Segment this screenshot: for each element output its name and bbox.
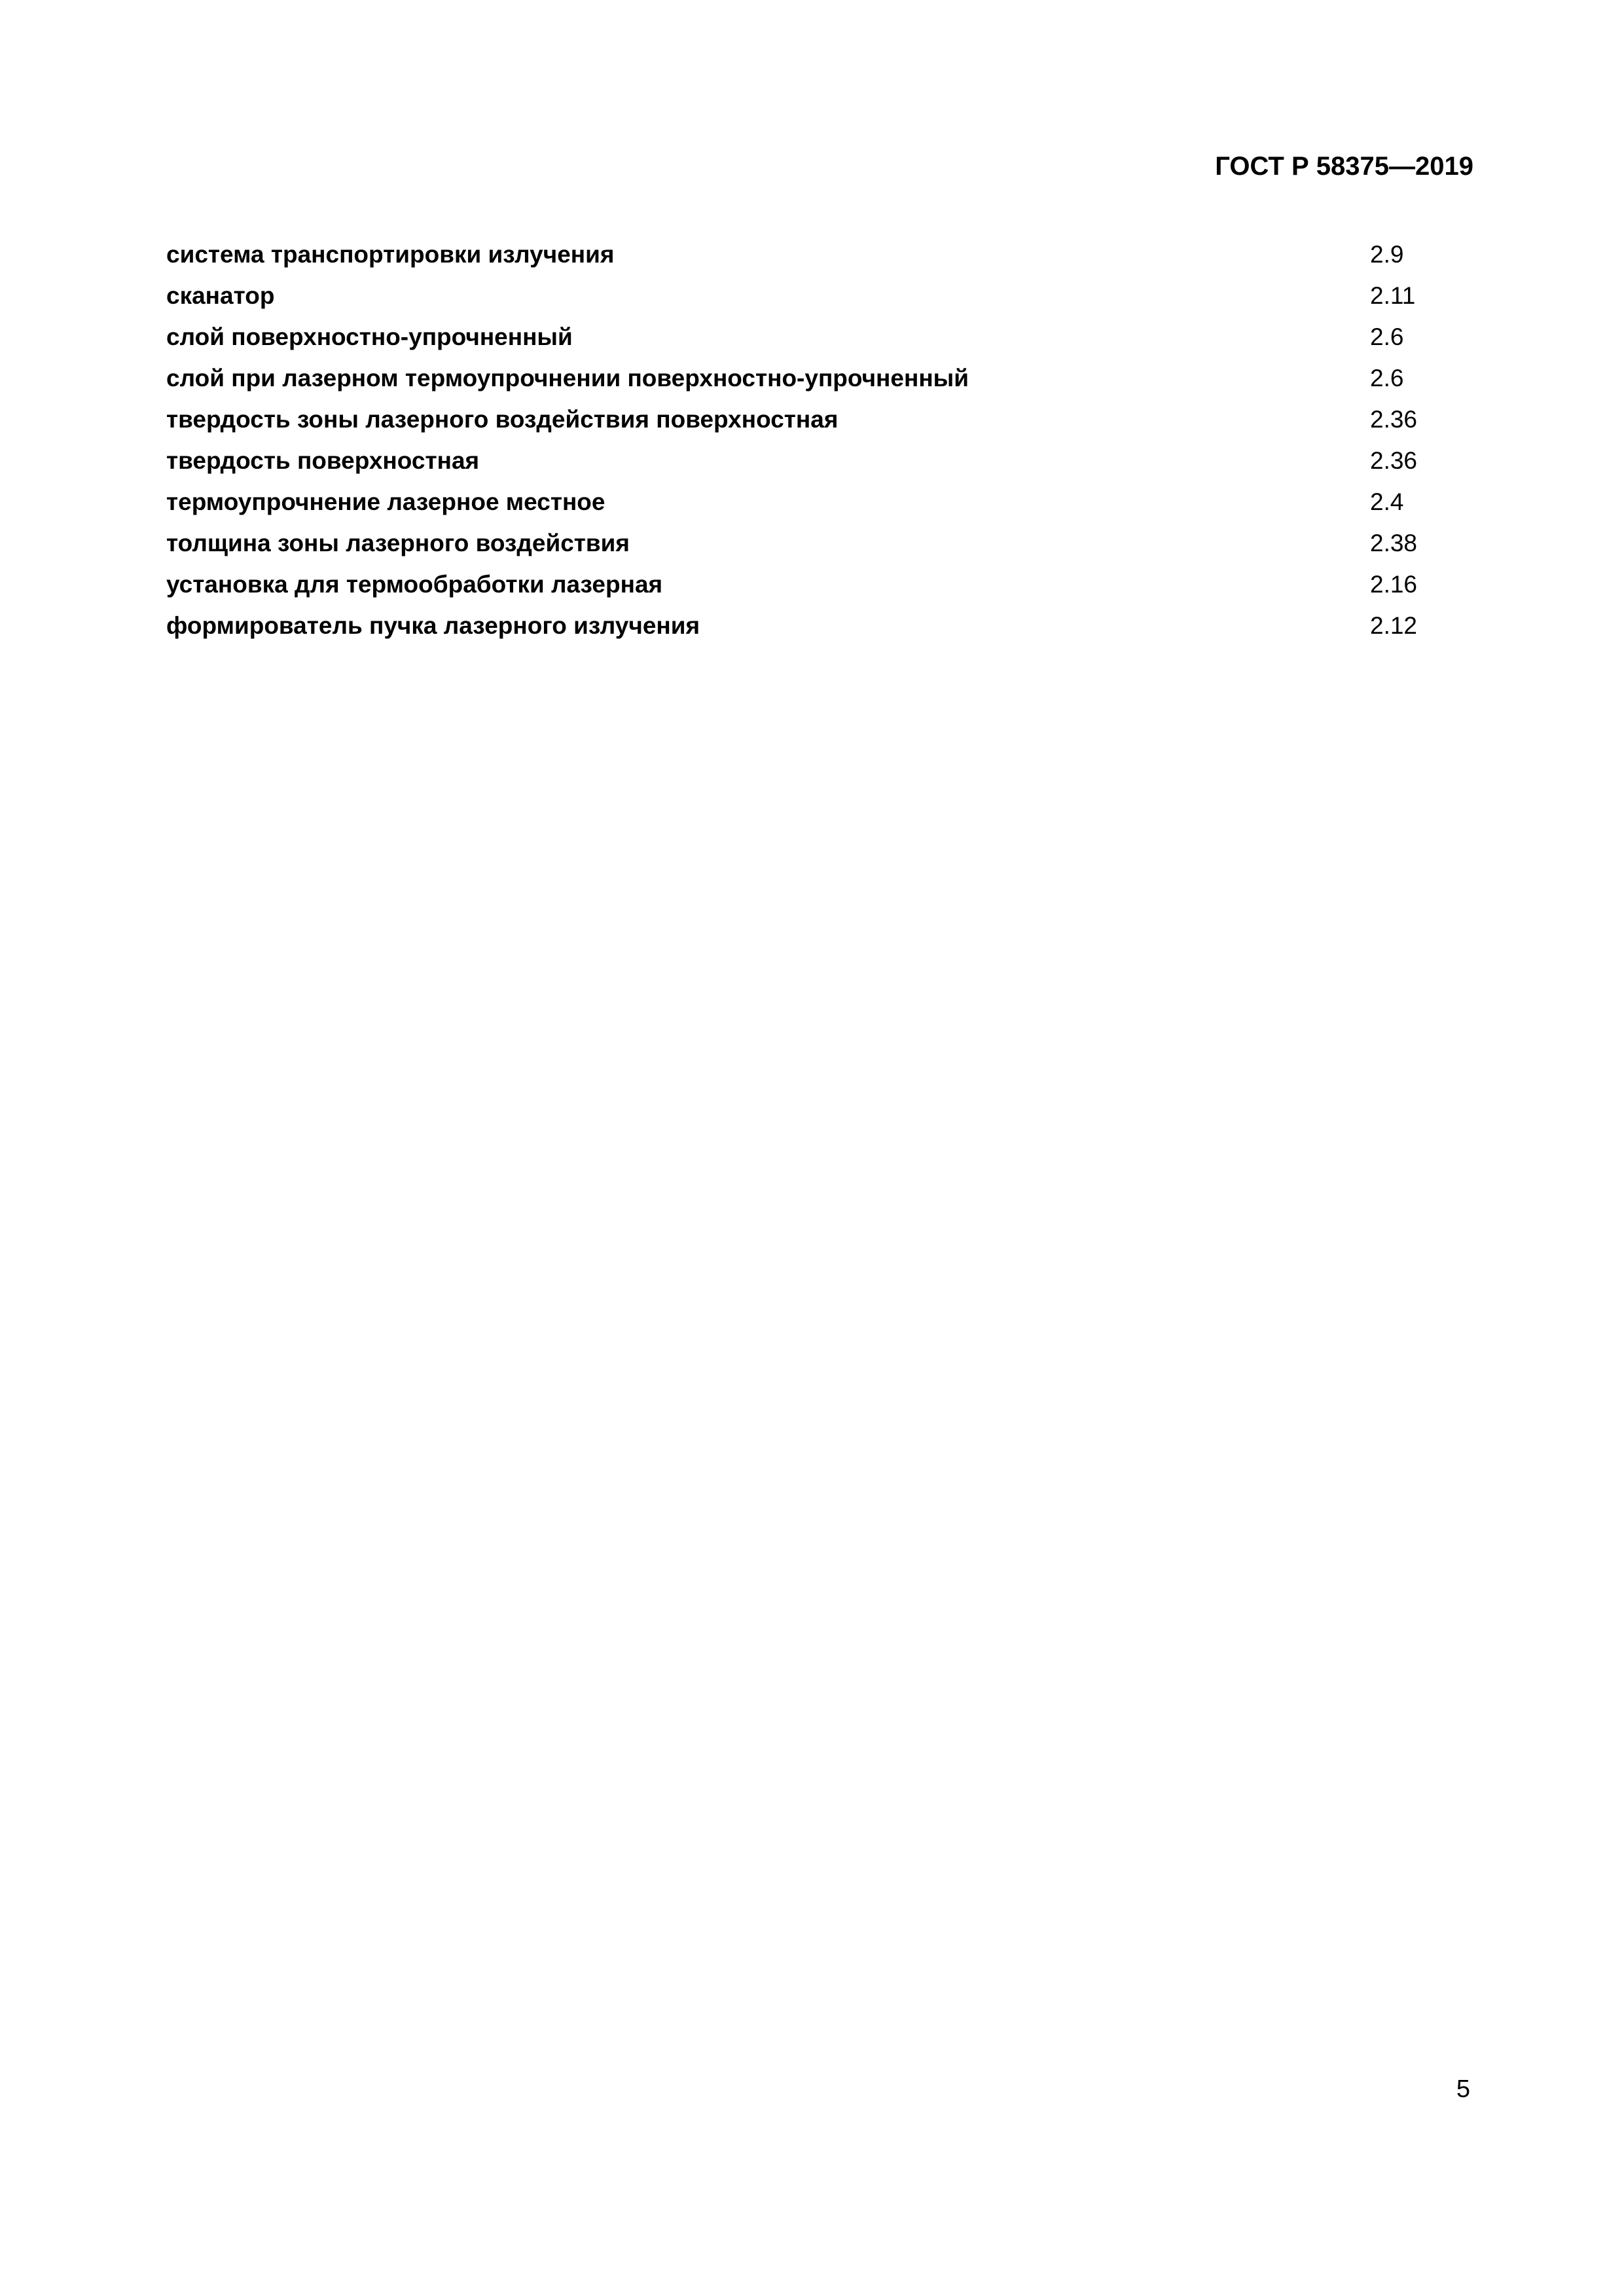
term-name: толщина зоны лазерного воздействия — [166, 530, 630, 556]
list-item — [166, 481, 1475, 522]
term-name: слой поверхностно-упрочненный — [166, 323, 573, 350]
term-reference: 2.6 — [1370, 365, 1404, 392]
term-reference: 2.11 — [1370, 282, 1416, 309]
term-name: твердость зоны лазерного воздействия поверхностная — [166, 406, 839, 433]
page-number: 5 — [1456, 2075, 1470, 2103]
list-item — [166, 564, 1475, 605]
term-name: слой при лазерном термоупрочнении поверхностно-упрочненный — [166, 365, 969, 392]
term-reference: 2.6 — [1370, 323, 1404, 350]
term-reference: 2.9 — [1370, 241, 1404, 268]
list-item — [166, 605, 1475, 646]
list-item — [166, 399, 1475, 440]
list-item — [166, 357, 1475, 399]
list-item — [166, 522, 1475, 564]
term-reference: 2.16 — [1370, 571, 1418, 598]
term-name: установка для термообработки лазерная — [166, 571, 663, 598]
term-index-list — [166, 234, 1475, 646]
term-name: система транспортировки излучения — [166, 241, 615, 268]
term-reference: 2.36 — [1370, 447, 1418, 474]
standard-code: ГОСТ Р 58375—2019 — [1215, 152, 1473, 181]
term-reference: 2.38 — [1370, 530, 1418, 556]
list-item — [166, 440, 1475, 481]
list-item — [166, 316, 1475, 357]
term-name: термоупрочнение лазерное местное — [166, 488, 605, 515]
list-item — [166, 234, 1475, 275]
term-name: формирователь пучка лазерного излучения — [166, 612, 700, 639]
document-header — [1215, 147, 1473, 186]
term-name: сканатор — [166, 282, 275, 309]
term-reference: 2.12 — [1370, 612, 1418, 639]
term-reference: 2.36 — [1370, 406, 1418, 433]
term-reference: 2.4 — [1370, 488, 1404, 515]
list-item — [166, 275, 1475, 316]
term-name: твердость поверхностная — [166, 447, 480, 474]
